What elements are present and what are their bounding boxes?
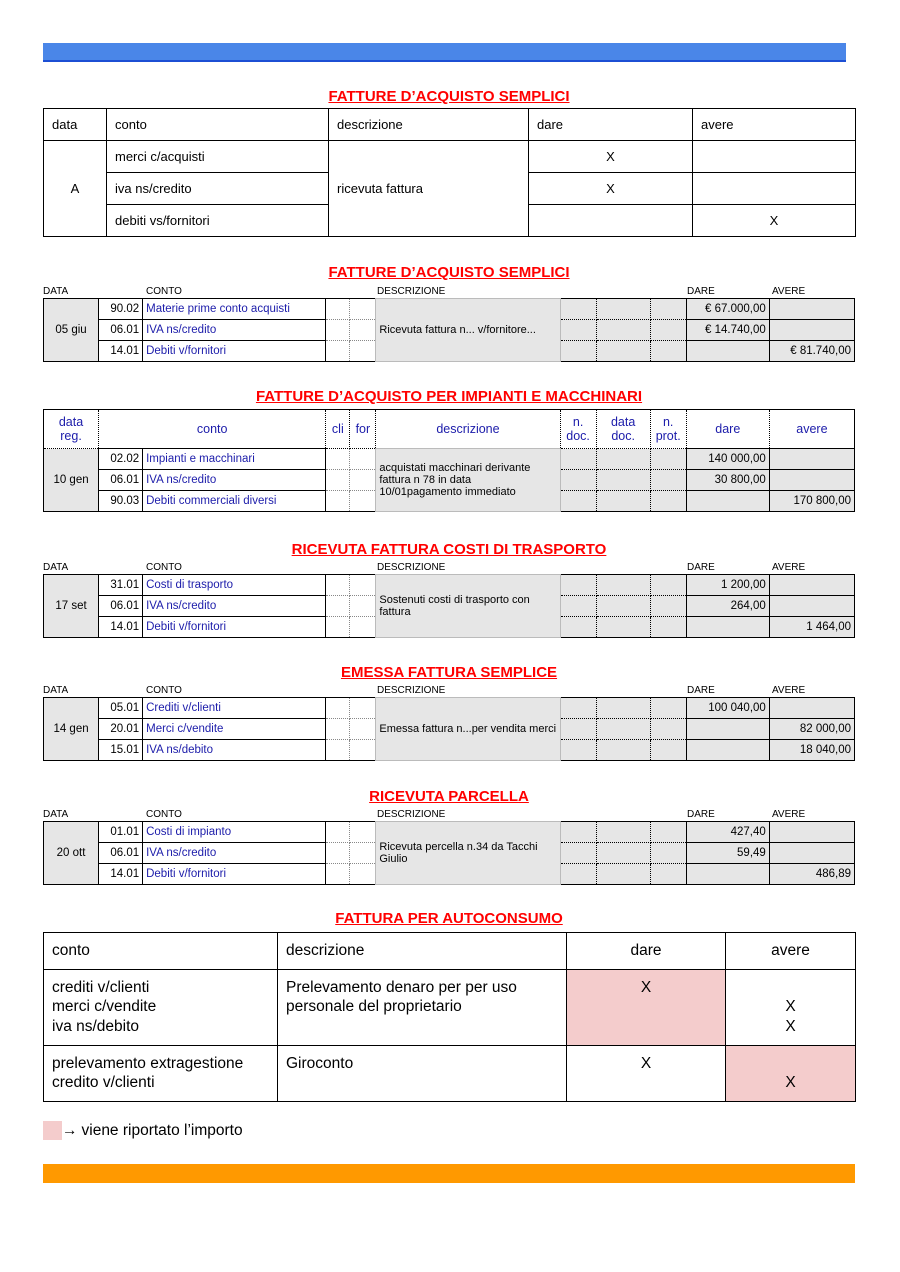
credit-amount: 170 800,00 — [769, 491, 854, 512]
account-name: Merci c/vendite — [143, 719, 326, 740]
header-cell: conto — [107, 109, 329, 141]
header-conto: CONTO — [146, 286, 182, 297]
credit-amount — [769, 470, 854, 491]
date-cell: 05 giu — [44, 299, 99, 362]
account-code: 01.01 — [99, 822, 143, 843]
header-avere: AVERE — [772, 685, 806, 696]
header-for: for — [350, 410, 376, 449]
credit-mark: X — [785, 998, 796, 1015]
debit-amount: 140 000,00 — [686, 449, 769, 470]
cli-cell — [326, 341, 350, 362]
cli-cell — [326, 617, 350, 638]
bottom-color-bar — [43, 1164, 855, 1183]
cli-cell — [326, 596, 350, 617]
ndoc-cell — [560, 449, 596, 470]
account-name: Materie prime conto acquisti — [143, 299, 326, 320]
account-name: Debiti commerciali diversi — [143, 491, 326, 512]
nprot-cell — [650, 491, 686, 512]
datadoc-cell — [596, 698, 650, 719]
ndoc-cell — [560, 740, 596, 761]
debit-amount — [686, 864, 769, 885]
account-name: IVA ns/credito — [143, 596, 326, 617]
datadoc-cell — [596, 575, 650, 596]
account-cell — [44, 1045, 278, 1101]
cli-cell — [326, 449, 350, 470]
table-row — [44, 141, 856, 173]
credit-cell — [726, 969, 856, 1045]
table-row — [44, 449, 855, 470]
credit-amount — [769, 843, 854, 864]
header-nprot: n. prot. — [650, 410, 686, 449]
header-avere: AVERE — [772, 286, 806, 297]
section-title: RICEVUTA FATTURA COSTI DI TRASPORTO — [291, 541, 607, 558]
credit-amount — [769, 698, 854, 719]
header-datadoc: data doc. — [596, 410, 650, 449]
description-cell: Emessa fattura n...per vendita merci — [376, 698, 560, 761]
account-name: Costi di impianto — [143, 822, 326, 843]
account-name: IVA ns/credito — [143, 470, 326, 491]
section-title: FATTURE D’ACQUISTO SEMPLICI — [328, 88, 570, 105]
table-row — [44, 969, 856, 1045]
datadoc-cell — [596, 864, 650, 885]
account-line: credito v/clienti — [52, 1074, 155, 1091]
ndoc-cell — [560, 320, 596, 341]
account-code: 14.01 — [99, 341, 143, 362]
credit-cell — [693, 141, 856, 173]
account-cell: merci c/acquisti — [107, 141, 329, 173]
credit-amount: 1 464,00 — [769, 617, 854, 638]
datadoc-cell — [596, 491, 650, 512]
header-cell: descrizione — [278, 933, 567, 970]
table-header-row — [44, 410, 855, 449]
credit-cell: X — [693, 205, 856, 237]
header-data: DATA — [43, 809, 69, 820]
nprot-cell — [650, 864, 686, 885]
datadoc-cell — [596, 341, 650, 362]
account-line: merci c/vendite — [52, 998, 157, 1015]
datadoc-cell — [596, 320, 650, 341]
account-code: 05.01 — [99, 698, 143, 719]
debit-amount: 30 800,00 — [686, 470, 769, 491]
header-ndoc: n. doc. — [560, 410, 596, 449]
journal-table — [43, 298, 855, 362]
table-row — [44, 1045, 856, 1101]
for-cell — [350, 843, 376, 864]
cli-cell — [326, 299, 350, 320]
credit-amount — [769, 299, 854, 320]
section-title: FATTURE D’ACQUISTO SEMPLICI — [328, 264, 570, 281]
credit-amount: 486,89 — [769, 864, 854, 885]
for-cell — [350, 864, 376, 885]
account-name: Crediti v/clienti — [143, 698, 326, 719]
account-name: Debiti v/fornitori — [143, 864, 326, 885]
nprot-cell — [650, 596, 686, 617]
credit-amount — [769, 320, 854, 341]
account-code: 02.02 — [99, 449, 143, 470]
table-header-row — [44, 933, 856, 970]
credit-amount — [769, 596, 854, 617]
account-name: IVA ns/credito — [143, 320, 326, 341]
cli-cell — [326, 822, 350, 843]
legend-swatch — [43, 1121, 62, 1140]
nprot-cell — [650, 575, 686, 596]
account-name: Impianti e macchinari — [143, 449, 326, 470]
ndoc-cell — [560, 719, 596, 740]
arrow-icon: → — [62, 1121, 78, 1139]
description-cell: acquistati macchinari derivante fattura n 78 in data 10/01pagamento immediato — [376, 449, 560, 512]
account-name: Costi di trasporto — [143, 575, 326, 596]
section-title: EMESSA FATTURA SEMPLICE — [340, 664, 558, 681]
journal-table — [43, 574, 855, 638]
cli-cell — [326, 843, 350, 864]
section-title: RICEVUTA PARCELLA — [369, 788, 529, 805]
description-cell: Giroconto — [278, 1045, 567, 1101]
credit-amount: 82 000,00 — [769, 719, 854, 740]
ndoc-cell — [560, 843, 596, 864]
credit-mark: X — [785, 1017, 796, 1035]
table-row — [44, 575, 855, 596]
cli-cell — [326, 320, 350, 341]
debit-cell: X — [529, 141, 693, 173]
header-descrizione: descrizione — [376, 410, 560, 449]
for-cell — [350, 491, 376, 512]
header-dare: DARE — [687, 562, 715, 573]
debit-amount — [686, 341, 769, 362]
datadoc-cell — [596, 470, 650, 491]
header-dare: DARE — [687, 685, 715, 696]
nprot-cell — [650, 617, 686, 638]
datadoc-cell — [596, 299, 650, 320]
datadoc-cell — [596, 740, 650, 761]
datadoc-cell — [596, 843, 650, 864]
cli-cell — [326, 864, 350, 885]
nprot-cell — [650, 740, 686, 761]
header-dare: DARE — [687, 286, 715, 297]
nprot-cell — [650, 320, 686, 341]
credit-amount — [769, 575, 854, 596]
nprot-cell — [650, 843, 686, 864]
column-header-strip — [43, 685, 855, 696]
date-cell: A — [44, 141, 107, 237]
header-data: DATA — [43, 685, 69, 696]
section-title: FATTURA PER AUTOCONSUMO — [335, 910, 563, 927]
cli-cell — [326, 491, 350, 512]
nprot-cell — [650, 822, 686, 843]
debit-amount — [686, 491, 769, 512]
header-conto: CONTO — [146, 562, 182, 573]
debit-amount: € 67.000,00 — [686, 299, 769, 320]
debit-amount: € 14.740,00 — [686, 320, 769, 341]
account-line: crediti v/clienti — [52, 978, 150, 996]
header-cell: avere — [726, 933, 856, 970]
account-code: 90.03 — [99, 491, 143, 512]
date-cell: 20 ott — [44, 822, 99, 885]
for-cell — [350, 698, 376, 719]
account-name: IVA ns/debito — [143, 740, 326, 761]
header-data: DATA — [43, 286, 69, 297]
journal-table — [43, 409, 855, 512]
for-cell — [350, 299, 376, 320]
for-cell — [350, 617, 376, 638]
description-cell: Sostenuti costi di trasporto con fattura — [376, 575, 560, 638]
ndoc-cell — [560, 596, 596, 617]
cli-cell — [326, 470, 350, 491]
description-cell: ricevuta fattura — [329, 141, 529, 237]
cli-cell — [326, 698, 350, 719]
ndoc-cell — [560, 698, 596, 719]
table-header-row — [44, 109, 856, 141]
debit-cell: X — [529, 173, 693, 205]
header-dare: DARE — [687, 809, 715, 820]
header-avere: AVERE — [772, 562, 806, 573]
date-cell: 17 set — [44, 575, 99, 638]
ndoc-cell — [560, 491, 596, 512]
account-code: 90.02 — [99, 299, 143, 320]
autoconsumo-table — [43, 932, 856, 1102]
account-code: 20.01 — [99, 719, 143, 740]
account-cell: iva ns/credito — [107, 173, 329, 205]
header-cli: cli — [326, 410, 350, 449]
debit-amount: 427,40 — [686, 822, 769, 843]
debit-amount: 59,49 — [686, 843, 769, 864]
account-line: prelevamento extragestione — [52, 1054, 244, 1072]
debit-cell: X — [567, 1045, 726, 1101]
for-cell — [350, 470, 376, 491]
account-cell: debiti vs/fornitori — [107, 205, 329, 237]
header-avere: AVERE — [772, 809, 806, 820]
credit-cell: X — [726, 1045, 856, 1101]
header-data: data reg. — [44, 410, 99, 449]
header-cell: data — [44, 109, 107, 141]
journal-table — [43, 821, 855, 885]
for-cell — [350, 449, 376, 470]
column-header-strip — [43, 562, 855, 573]
datadoc-cell — [596, 822, 650, 843]
credit-cell — [693, 173, 856, 205]
journal-table — [43, 697, 855, 761]
header-conto: conto — [99, 410, 326, 449]
header-avere: avere — [769, 410, 854, 449]
top-color-bar — [43, 43, 846, 62]
legend-text: viene riportato l’importo — [81, 1121, 243, 1139]
ndoc-cell — [560, 575, 596, 596]
header-data: DATA — [43, 562, 69, 573]
credit-amount: 18 040,00 — [769, 740, 854, 761]
header-descrizione: DESCRIZIONE — [377, 286, 446, 297]
cli-cell — [326, 740, 350, 761]
debit-amount — [686, 617, 769, 638]
debit-cell: X — [567, 969, 726, 1045]
debit-amount — [686, 719, 769, 740]
account-code: 14.01 — [99, 617, 143, 638]
header-descrizione: DESCRIZIONE — [377, 685, 446, 696]
ndoc-cell — [560, 864, 596, 885]
date-cell: 14 gen — [44, 698, 99, 761]
debit-cell — [529, 205, 693, 237]
ndoc-cell — [560, 299, 596, 320]
account-code: 06.01 — [99, 320, 143, 341]
for-cell — [350, 341, 376, 362]
table-row — [44, 822, 855, 843]
nprot-cell — [650, 719, 686, 740]
for-cell — [350, 596, 376, 617]
header-descrizione: DESCRIZIONE — [377, 809, 446, 820]
datadoc-cell — [596, 449, 650, 470]
account-code: 06.01 — [99, 843, 143, 864]
for-cell — [350, 320, 376, 341]
nprot-cell — [650, 449, 686, 470]
table-row — [44, 698, 855, 719]
credit-amount — [769, 822, 854, 843]
description-cell: Ricevuta percella n.34 da Tacchi Giulio — [376, 822, 560, 885]
credit-amount: € 81.740,00 — [769, 341, 854, 362]
datadoc-cell — [596, 719, 650, 740]
header-conto: CONTO — [146, 809, 182, 820]
account-line: iva ns/debito — [52, 1017, 140, 1035]
cli-cell — [326, 575, 350, 596]
nprot-cell — [650, 470, 686, 491]
debit-amount — [686, 740, 769, 761]
ndoc-cell — [560, 617, 596, 638]
header-cell: dare — [529, 109, 693, 141]
header-cell: dare — [567, 933, 726, 970]
for-cell — [350, 822, 376, 843]
header-dare: dare — [686, 410, 769, 449]
account-code: 31.01 — [99, 575, 143, 596]
description-cell: Prelevamento denaro per per uso personale del proprietario — [278, 969, 567, 1045]
nprot-cell — [650, 341, 686, 362]
for-cell — [350, 740, 376, 761]
date-cell: 10 gen — [44, 449, 99, 512]
nprot-cell — [650, 299, 686, 320]
datadoc-cell — [596, 596, 650, 617]
header-conto: CONTO — [146, 685, 182, 696]
cli-cell — [326, 719, 350, 740]
section-title: FATTURE D’ACQUISTO PER IMPIANTI E MACCHINARI — [255, 388, 643, 405]
simple-entry-table — [43, 108, 856, 237]
account-name: Debiti v/fornitori — [143, 341, 326, 362]
ndoc-cell — [560, 822, 596, 843]
account-code: 15.01 — [99, 740, 143, 761]
table-row — [44, 299, 855, 320]
debit-amount: 1 200,00 — [686, 575, 769, 596]
legend — [43, 1121, 243, 1140]
datadoc-cell — [596, 617, 650, 638]
header-cell: descrizione — [329, 109, 529, 141]
column-header-strip — [43, 286, 855, 297]
for-cell — [350, 719, 376, 740]
account-code: 14.01 — [99, 864, 143, 885]
account-cell — [44, 969, 278, 1045]
account-name: IVA ns/credito — [143, 843, 326, 864]
for-cell — [350, 575, 376, 596]
ndoc-cell — [560, 470, 596, 491]
nprot-cell — [650, 698, 686, 719]
header-cell: conto — [44, 933, 278, 970]
credit-amount — [769, 449, 854, 470]
account-code: 06.01 — [99, 596, 143, 617]
header-cell: avere — [693, 109, 856, 141]
debit-amount: 100 040,00 — [686, 698, 769, 719]
column-header-strip — [43, 809, 855, 820]
description-cell: Ricevuta fattura n... v/fornitore... — [376, 299, 560, 362]
header-descrizione: DESCRIZIONE — [377, 562, 446, 573]
account-code: 06.01 — [99, 470, 143, 491]
debit-amount: 264,00 — [686, 596, 769, 617]
ndoc-cell — [560, 341, 596, 362]
account-name: Debiti v/fornitori — [143, 617, 326, 638]
